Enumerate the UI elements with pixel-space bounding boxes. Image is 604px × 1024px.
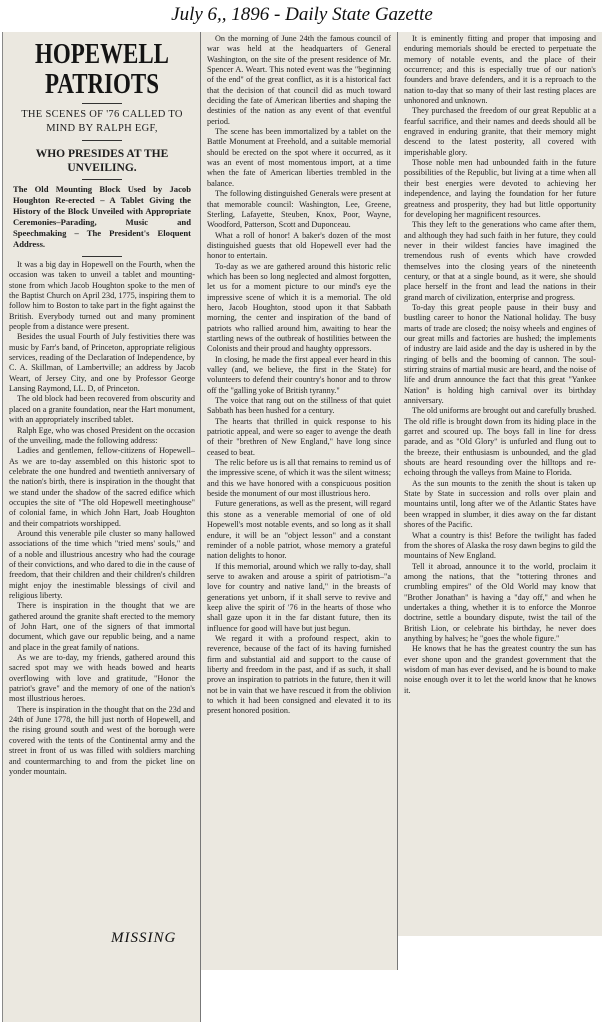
article-paragraph: In closing, he made the first appeal ever heard in this valley (and, we believe, the first in the State) for volunteers to defend their country's honor and to throw off the "galling yoke of British tyranny."	[207, 354, 391, 395]
article-paragraph: The following distinguished Generals were present at that memorable council: Washington, Lee, Greene, Sterling, Lafayette, Steuben, Knox, Poor, Wayne, Woodford, Patterson, Scott and Duponceau.	[207, 189, 391, 230]
article-column-2	[201, 32, 397, 970]
article-paragraph: It is eminently fitting and proper that imposing and enduring memorials should be erected to perpetuate the memory of notable events, and the place of their occurrence; and this is especially true of our nation's founders and brave defenders, and it is a reproach to the nation to-day that so many of their last resting places are unhonored and unknown.	[404, 34, 596, 106]
divider	[82, 103, 122, 104]
article-paragraph: Ralph Ege, who was chosed President on the occasion of the unveiling, made the following address:	[9, 425, 195, 445]
divider	[82, 256, 122, 257]
article-paragraph: It was a big day in Hopewell on the Fourth, when the occasion was taken to unveil a tablet and mounting-stone from which Jacob Houghton spoke to the men of the Baptist Church on April 23d, 1775, inspiring them to follow him to Boston to take part in the fight against the British. Everybody turned out and many prominent people from a distance were present.	[9, 260, 195, 332]
subhead-scenes: THE SCENES OF '76 CALLED TO MIND BY RALPH EGF,	[21, 109, 183, 134]
article-paragraph: What a roll of honor! A baker's dozen of the most distinguished guests that old Hopewell ever had the honor to entertain.	[207, 230, 391, 261]
article-paragraph: He knows that he has the greatest country the sun has ever shone upon and the grandest government that the wisdom of man has ever devised, and he is bound to make noise enough over it to let the world know that he knows it.	[404, 644, 596, 695]
article-column-1	[2, 32, 201, 1022]
article-paragraph: There is inspiration in the thought that we are gathered around the granite shaft erected to the memory of John Hart, one of the signers of that immortal document, which gave our republic being, and a name and place in the great family of nations.	[9, 601, 195, 652]
article-paragraph: Around this venerable pile cluster so many hallowed associations of the time which "tried mens' souls," and of a noble and illustrious ancestry who had the courage of their convictions, and who dared to die in the cause of freedom, that their children and their children's children might enjoy the inestimable blessings of civil and religious liberty.	[9, 528, 195, 600]
article-paragraph: Ladies and gentlemen, fellow-citizens of Hopewell–As we are to-day assembled on this historic spot to celebrate the one hundred and twentieth anniversary of the nation's birth, there is inspiration in the thought that we stand under the shadow of the sacred edifice which occupies the site of "The old Hopewell meetinghouse" of colonial fame, in which John Hart, Joab Houghton and their compatriots worshipped.	[9, 446, 195, 528]
column-1-body	[9, 260, 195, 777]
article-paragraph: Tell it abroad, announce it to the world, proclaim it among the nations, that the "tottering thrones and crumbling empires" of the Old World may know that "Brother Jonathan" is having a "day off," and when he undertakes a thing, whether it is to enforce the Monroe doctrine, settle a boundary dispute, twist the tail of the British Lion, or celebrate his birthday, he never does anything by halves; he "goes the whole figure."	[404, 561, 596, 643]
article-paragraph: The voice that rang out on the stillness of that quiet Sabbath has been hushed for a century.	[207, 396, 391, 416]
article-paragraph: There is inspiration in the thought that on the 23d and 24th of June 1778, the hill just north of Hopewell, and the rising ground south and west of the borough were covered with the tents of the Continental army and the street in front of us was filled with soldiers marching and countermarching to and from the picket line on yonder mountain.	[9, 704, 195, 776]
article-paragraph: The hearts that thrilled in quick response to his patriotic appeal, and were so eager to avenge the death of their "brethren of New England," have long since ceased to beat.	[207, 416, 391, 457]
article-paragraph: To-day this great people pause in their busy and bustling career to honor the National holiday. The busy marts of trade are closed; the noisy wheels and engines of our great mills and factories are hushed; the implements of industry are laid aside and the day is ushered in by the ringing of bells and the booming of cannon. The soul-stirring strains of martial music are heard, and the noise of life and drum announce the fact that this great "Yankee Nation" is holding high carnival over its birthday anniversary.	[404, 302, 596, 406]
article-paragraph: What a country is this! Before the twilight has faded from the shores of Alaska the rosy dawn begins to gild the mountains of New England.	[404, 530, 596, 561]
article-paragraph: Besides the usual Fourth of July festivities there was music by Farr's band, of Princeton, appropriate religious services, reading of the Declaration of Independence, by C. A. Skillman, of Lambertville; an address by Jacob Weart, of Jersey City, and one by Professor George Lansing Raymond, LL. D, of Princeton.	[9, 332, 195, 394]
missing-label: MISSING	[108, 930, 179, 947]
page-header: July 6,, 1896 - Daily State Gazette	[171, 4, 433, 25]
column-2-body	[207, 34, 391, 717]
article-paragraph: This they left to the generations who came after them, and although they had such faith in her future, they could never in their wildest fancies have imagined the tremendous rush of events which have crowded themselves into the closing years of the nineteenth century, or that at a single bound, as it were, she should place herself in the front and lead the nations in their grand march of civilization, enterprise and progress.	[404, 220, 596, 302]
divider	[82, 179, 122, 180]
article-paragraph: As we are to-day, my friends, gathered around this sacred spot may we with heads bowed and hearts overflowing with love and gratitude, "Honor the patriot's grave" and the memory of one of the nation's most illustrious heroes.	[9, 653, 195, 704]
article-paragraph: The relic before us is all that remains to remind us of the impressive scene, of which it was the silent witness; and this we have honored with a conspicuous position beside the monument of our most illustrious hero.	[207, 458, 391, 499]
article-deck: The Old Mounting Block Used by Jacob Houghton Re-erected – A Tablet Giving the History of the Block Unveiled with Appropriate Ceremonies–Parading, Music and Speechmaking – The President's Eloquent Address.	[13, 184, 191, 249]
divider	[82, 140, 122, 141]
article-paragraph: The old uniforms are brought out and carefully brushed. The old rifle is brought down from its hiding place in the garret and scoured up. The boys fall in line for dress parade, and as "Old Glory" is unfurled and flung out to the breeze, their enthusiasm is unbounded, and the glad shouts are heard resounding over the hilltops and re-echoing through the valleys from Maine to Florida.	[404, 406, 596, 478]
column-3-body	[404, 34, 596, 696]
article-paragraph: Future generations, as well as the present, will regard this stone as a venerable memorial of one of old Hopewell's most notable events, and so long as it shall endure, it will be an "object lesson" and a constant reminder of a noble patriot, whose memory a grateful nation delights to honor.	[207, 499, 391, 561]
article-paragraph: Those noble men had unbounded faith in the future possibilities of the Republic, but living at a time when all their best energies were devoted to achieving her independence, and laying the foundation for her future greatness and prosperity, they had but little opportunity for developing her magnificent resources.	[404, 158, 596, 219]
article-paragraph: The scene has been immortalized by a tablet on the Battle Monument at Freehold, and a suitable memorial should be erected on the spot where it occurred, as it was an event of most momentous import, at a time when the fate of American liberties trembled in the balance.	[207, 127, 391, 188]
headline: HOPEWELL PATRIOTS	[35, 39, 169, 100]
article-paragraph: If this memorial, around which we rally to-day, shall serve to awaken and arouse a spirit of patriotism–"a love for country and native land," in the breasts of generations yet unborn, if it shall serve to revive and keep alive the spirit of '76 in the hearts of those who shall gaze upon it in the far distant future, then its influence for good will have but just begun.	[207, 561, 391, 633]
article-column-3	[398, 32, 602, 936]
subhead-presides: WHO PRESIDES AT THE UNVEILING.	[35, 148, 169, 174]
article-paragraph: As the sun mounts to the zenith the shout is taken up State by State in succession and rolls over plain and mountains until, long after we of the Atlantic States have been wrapped in slumber, it dies away on the far distant shores of the Pacific.	[404, 478, 596, 530]
article-paragraph: To-day as we are gathered around this historic relic which has been so long neglected and almost forgotten, let us for a moment picture to our mind's eye the impressive scene of which it is a memorial. The old hero, Jacob Houghton, stood upon it that Sabbath morning, the center and inspiration of the band of patriots who rallied around him, awaiting to hear the startling news of the outbreak of hostilities between the Colonists and their proud and haughty oppressors.	[207, 261, 391, 354]
article-paragraph: The old block had been recovered from obscurity and placed on a granite foundation, near the Hart monument, with an appropriately inscribed tablet.	[9, 394, 195, 425]
article-paragraph: We regard it with a profound respect, akin to reverence, because of the fact of its having furnished firm and substantial aid and support to the cause of liberty and freedom in the past, and if as such, it shall prove an inspiration to patriots in the future, then it will not be in vain that we have rescued it from the oblivion to which it had been consigned and elevated it to its present honored position.	[207, 633, 391, 716]
article-paragraph: On the morning of June 24th the famous council of war was held at the headquarters of General Washington, on the site of the present residence of Mr. Spencer A. Weart. This noted event was the "beginning of the end" of the great conflict, as it is a historical fact that the decision of that council did as much toward deciding the fate of American liberties and shaping the destinies of the nation as any event of that eventful period.	[207, 34, 391, 126]
article-paragraph: They purchased the freedom of our great Republic at a fearful sacrifice, and their names and deeds should all be engraved in enduring granite, that their memory might descend to the latest posterity, all covered with imperishable glory.	[404, 106, 596, 157]
